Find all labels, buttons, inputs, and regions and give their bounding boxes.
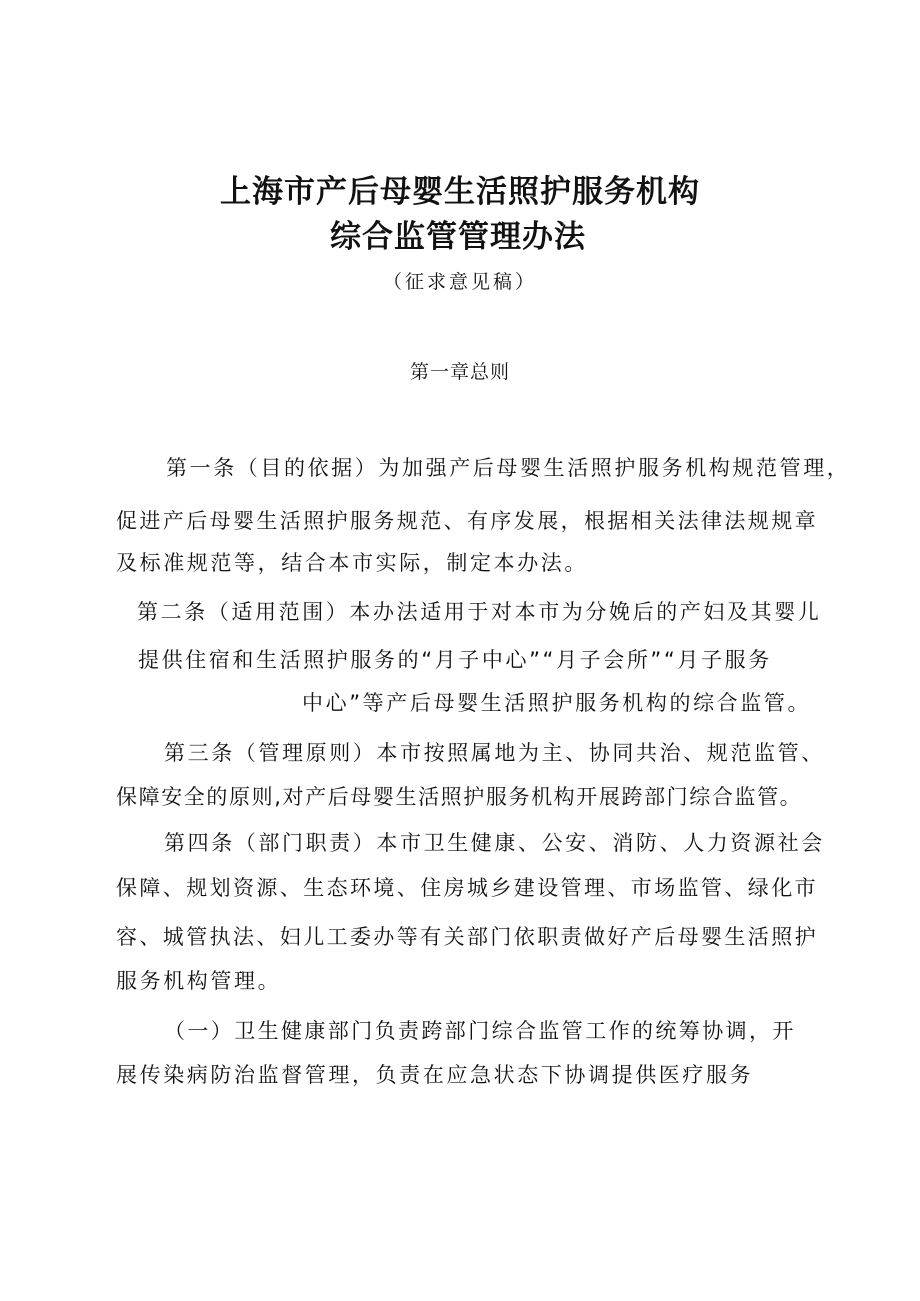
body-line: 提供住宿和生活照护服务的“月子中心”“月子会所”“月子服务 [138,648,772,672]
body-line: 保障安全的原则,对产后母婴生活照护服务机构开展跨部门综合监管。 [116,785,803,809]
body-line: 第一条（目的依据）为加强产后母婴生活照护服务机构规范管理， [166,456,851,480]
document-subtitle: （征求意见稿） [382,271,537,293]
body-line: 服务机构管理。 [116,969,282,993]
body-line: 第四条（部门职责）本市卫生健康、公安、消防、人力资源社会 [164,831,825,855]
body-line: 第三条（管理原则）本市按照属地为主、协同共治、规范监管、 [164,741,825,765]
body-line: 及标准规范等，结合本市实际，制定本办法。 [116,551,588,575]
body-line: 展传染病防治监督管理，负责在应急状态下协调提供医疗服务 [116,1063,754,1087]
chapter-heading: 第一章总则 [409,361,510,383]
body-line: 中心”等产后母婴生活照护服务机构的综合监管。 [302,691,812,715]
body-line: 容、城管执法、妇儿工委办等有关部门依职责做好产后母婴生活照护 [116,925,818,949]
body-line: （一）卫生健康部门负责跨部门综合监管工作的统筹协调，开 [164,1019,796,1043]
document-title-line1: 上海市产后母婴生活照护服务机构 [220,174,700,210]
document-title-line2: 综合监管管理办法 [330,219,586,255]
body-line: 促进产后母婴生活照护服务规范、有序发展，根据相关法律法规规章 [116,509,818,533]
body-line: 第二条（适用范围）本办法适用于对本市为分娩后的产妇及其婴儿 [137,600,822,624]
body-line: 保障、规划资源、生态环境、住房城乡建设管理、市场监管、绿化市 [116,876,818,900]
